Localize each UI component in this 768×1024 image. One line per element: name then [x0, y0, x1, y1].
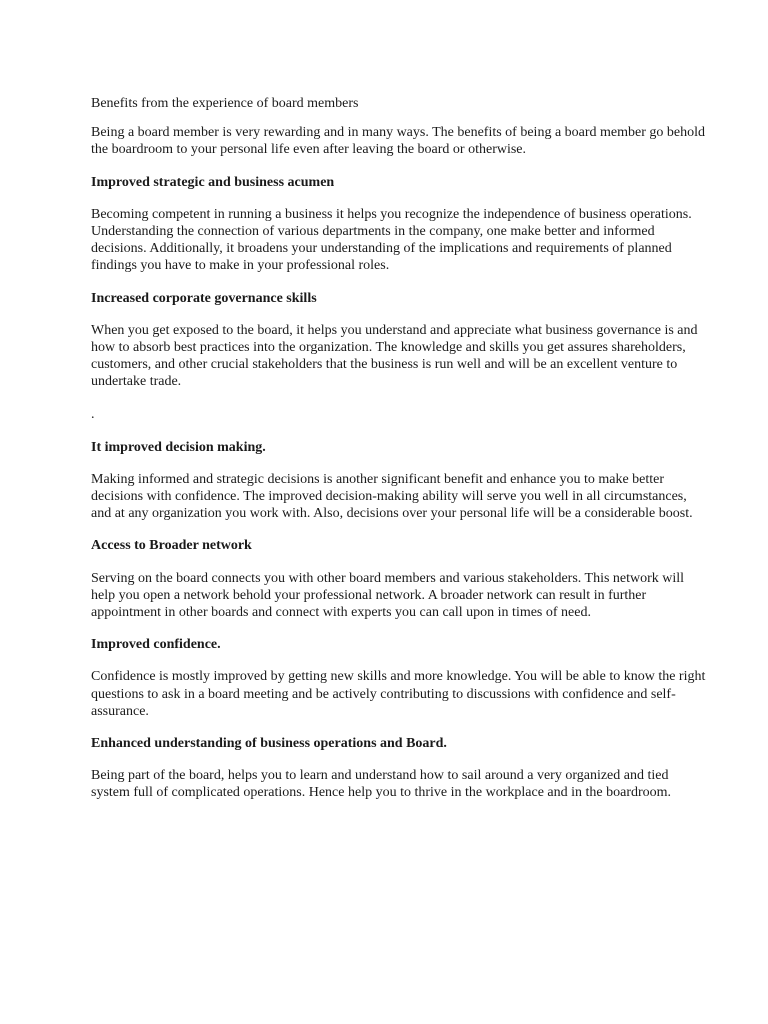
document-title: Benefits from the experience of board members [91, 96, 359, 111]
intro-paragraph: Being a board member is very rewarding and in many ways. The benefits of being a board member go behold the boardroom to your personal life even after leaving the board or otherwise. [91, 125, 706, 158]
section-heading: Improved strategic and business acumen [91, 174, 335, 190]
section-heading: Improved confidence. [91, 637, 221, 653]
section-paragraph: When you get exposed to the board, it helps you understand and appreciate what business governance is and how to absorb best practices into the organization. The knowledge and skills you get assures shareholders, customers, and other crucial stakeholders that the business is run well and will be an excellent venture to undertake trade. [91, 322, 698, 390]
section-heading: Enhanced understanding of business operations and Board. [91, 736, 447, 752]
stray-period: . [91, 406, 95, 422]
section-paragraph: Making informed and strategic decisions is another significant benefit and enhance you to make better decisions with confidence. The improved decision-making ability will serve you well in all circumstances, and at any organization you work with. Also, decisions over your personal life will be a considerable boost. [91, 471, 693, 522]
section-paragraph: Being part of the board, helps you to learn and understand how to sail around a very organized and tied system full of complicated operations. Hence help you to thrive in the workplace and in the boardroom. [91, 768, 672, 801]
section-paragraph: Serving on the board connects you with other board members and various stakeholders. This network will help you open a network behold your professional network. A broader network can result in further appointment in other boards and connect with experts you can call upon in times of need. [91, 570, 685, 621]
section-heading: Increased corporate governance skills [91, 290, 317, 306]
section-paragraph: Becoming competent in running a business it helps you recognize the independence of business operations. Understanding the connection of various departments in the company, one make better and informed decisions. Additionally, it broadens your understanding of the implications and requirements of planned findings you have to make in your professional roles. [91, 206, 692, 274]
section-heading: Access to Broader network [91, 538, 252, 554]
section-heading: It improved decision making. [91, 439, 266, 455]
section-paragraph: Confidence is mostly improved by getting new skills and more knowledge. You will be able to know the right questions to ask in a board meeting and be actively contributing to discussions with confidence and self-assurance. [91, 669, 706, 719]
